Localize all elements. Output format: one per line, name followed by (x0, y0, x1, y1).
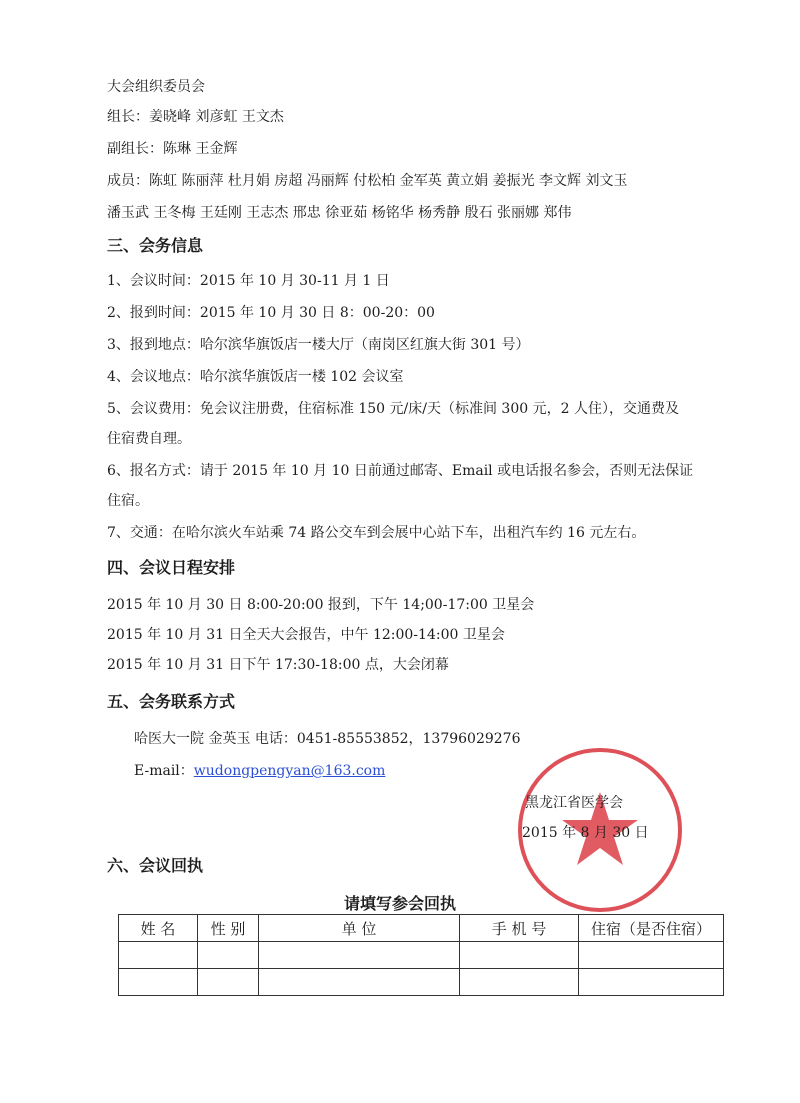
column-header-gender: 性 别 (198, 915, 259, 942)
section-3-heading: 三、会务信息 (107, 236, 204, 255)
signature-organization: 黑龙江省医学会 (525, 795, 623, 811)
registration-method: 6、报名方式：请于 2015 年 10 月 10 日前通过邮寄、Email 或电话报名参会，否则无法保证 (107, 463, 694, 479)
column-header-organization: 单 位 (259, 915, 460, 942)
column-header-phone: 手 机 号 (460, 915, 579, 942)
email-row (134, 762, 385, 780)
rsvp-form-table (118, 914, 724, 996)
transportation: 7、交通：在哈尔滨火车站乘 74 路公交车到会展中心站下车，出租汽车约 16 元左右。 (107, 525, 646, 541)
contact-info: 哈医大一院 金英玉 电话：0451-85553852，13796029276 (134, 731, 521, 747)
section-5-heading: 五、会务联系方式 (107, 692, 236, 711)
meeting-fees-continued: 住宿费自理。 (107, 431, 191, 447)
email-label: E-mail： (134, 763, 194, 779)
meeting-location: 4、会议地点：哈尔滨华旗饭店一楼 102 会议室 (107, 369, 404, 385)
email-link[interactable]: wudongpengyan@163.com (193, 763, 386, 779)
table-header-row (119, 915, 724, 942)
section-6-heading: 六、会议回执 (107, 856, 204, 875)
table-cell[interactable] (579, 969, 724, 996)
committee-members-line-2: 潘玉武 王冬梅 王廷刚 王志杰 邢忠 徐亚茹 杨铭华 杨秀静 殷石 张丽娜 郑伟 (107, 205, 572, 221)
signature-date: 2015 年 8 月 30 日 (522, 825, 649, 841)
meeting-time: 1、会议时间：2015 年 10 月 30-11 月 1 日 (107, 273, 390, 289)
table-cell[interactable] (259, 942, 460, 969)
table-cell[interactable] (198, 942, 259, 969)
table-cell[interactable] (460, 969, 579, 996)
table-row (119, 969, 724, 996)
committee-deputy: 副组长：陈琳 王金辉 (107, 141, 238, 157)
schedule-item: 2015 年 10 月 31 日全天大会报告，中午 12:00-14:00 卫星会 (107, 627, 505, 643)
registration-method-continued: 住宿。 (107, 493, 149, 509)
committee-leaders: 组长：姜晓峰 刘彦虹 王文杰 (107, 109, 284, 125)
table-cell[interactable] (579, 942, 724, 969)
column-header-name: 姓 名 (119, 915, 198, 942)
table-cell[interactable] (119, 969, 198, 996)
schedule-item: 2015 年 10 月 31 日下午 17:30-18:00 点，大会闭幕 (107, 657, 449, 673)
column-header-accommodation: 住宿（是否住宿） (579, 915, 724, 942)
table-cell[interactable] (198, 969, 259, 996)
committee-title: 大会组织委员会 (107, 79, 205, 95)
table-row (119, 942, 724, 969)
committee-members-line-1: 成员：陈虹 陈丽萍 杜月娟 房超 冯丽辉 付松柏 金军英 黄立娟 姜振光 李文辉 刘文玉 (107, 173, 628, 189)
section-4-heading: 四、会议日程安排 (107, 558, 236, 577)
meeting-fees: 5、会议费用：免会议注册费，住宿标准 150 元/床/天（标准间 300 元，2 人住），交通费及 (107, 401, 679, 417)
table-cell[interactable] (259, 969, 460, 996)
form-title: 请填写参会回执 (343, 894, 456, 913)
table-cell[interactable] (119, 942, 198, 969)
schedule-item: 2015 年 10 月 30 日 8:00-20:00 报到，下午 14;00-17:00 卫星会 (107, 597, 535, 613)
registration-location: 3、报到地点：哈尔滨华旗饭店一楼大厅（南岗区红旗大街 301 号） (107, 337, 530, 353)
registration-time: 2、报到时间：2015 年 10 月 30 日 8：00-20：00 (107, 305, 435, 321)
table-cell[interactable] (460, 942, 579, 969)
